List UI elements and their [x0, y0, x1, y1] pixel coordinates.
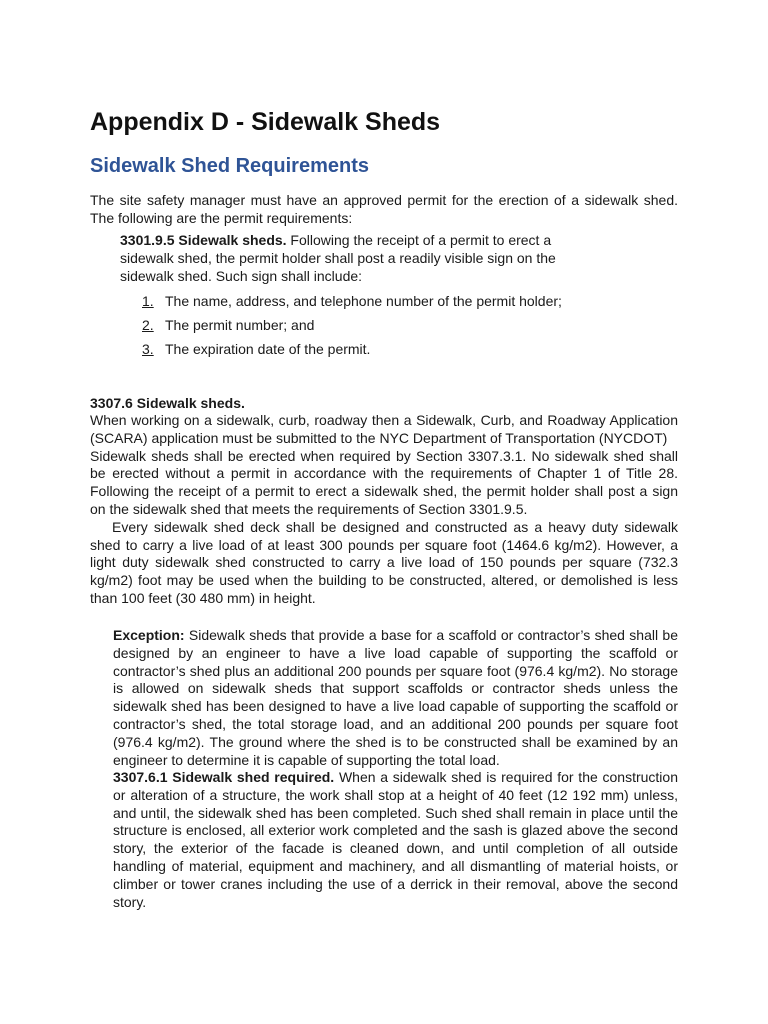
- section-3307-6-body: [90, 412, 678, 608]
- list-item-text: The permit number; and: [165, 317, 315, 333]
- list-item: [142, 340, 662, 364]
- section-3301-9-5-text: Following the receipt of a permit to erect a sidewalk shed, the permit holder shall post a readily visible sign on the sidewalk shed. Such sign shall include:: [120, 232, 556, 284]
- section-3301-9-5: [120, 232, 598, 285]
- section-3307-6-1: [113, 769, 678, 911]
- exception-label: Exception:: [113, 627, 185, 643]
- scara-paragraph: When working on a sidewalk, curb, roadway then a Sidewalk, Curb, and Roadway Application (SCARA) application must be submitted to the NYC Department of Transportation (NYCDOT): [90, 412, 678, 446]
- list-item-text: The name, address, and telephone number of the permit holder;: [165, 293, 562, 309]
- list-item-number: 3.: [142, 341, 154, 357]
- section-heading-requirements: Sidewalk Shed Requirements: [90, 155, 369, 177]
- list-item-text: The expiration date of the permit.: [165, 341, 371, 357]
- exception-text: Sidewalk sheds that provide a base for a scaffold or contractor’s shed shall be designed by an engineer to have a live load capable of supporting the scaffold or contractor’s shed plus an additional 200 pounds per square foot (976.4 kg/m2). No storage is allowed on sidewalk sheds that support scaffolds or contractor sheds unless the sidewalk shed has been designed to have a live load capable of supporting the scaffold or contractor’s shed, the total storage load, and an additional 200 pounds per square foot (976.4 kg/m2). The ground where the shed is to be constructed shall be examined by an engineer to determine it is capable of supporting the total load.: [113, 627, 678, 768]
- section-3301-9-5-heading: 3301.9.5 Sidewalk sheds.: [120, 232, 287, 248]
- list-item-number: 1.: [142, 293, 154, 309]
- sign-requirements-list: [142, 292, 662, 364]
- intro-paragraph: The site safety manager must have an approved permit for the erection of a sidewalk shed. The following are the permit requirements:: [90, 192, 678, 226]
- list-item: [142, 316, 662, 340]
- erection-paragraph: Sidewalk sheds shall be erected when required by Section 3307.3.1. No sidewalk shed shall be erected without a permit in accordance with the requirements of Chapter 1 of Title 28. Following the receipt of a permit to erect a sidewalk shed, the permit holder shall post a sign on the sidewalk shed that meets the requirements of Section 3301.9.5.: [90, 447, 678, 517]
- page-title: Appendix D - Sidewalk Sheds: [90, 108, 441, 136]
- load-paragraph: Every sidewalk shed deck shall be designed and constructed as a heavy duty sidewalk shed to carry a live load of at least 300 pounds per square foot (1464.6 kg/m2). However, a light duty sidewalk shed constructed to carry a live load of 150 pounds per square (732.3 kg/m2) foot may be used when the building to be constructed, altered, or demolished is less than 100 feet (30 480 mm) in height.: [90, 518, 678, 606]
- section-3307-6-heading: 3307.6 Sidewalk sheds.: [90, 395, 245, 411]
- section-3307-6-1-heading: 3307.6.1 Sidewalk shed required.: [113, 769, 335, 785]
- list-item: [142, 292, 662, 316]
- exception-paragraph: [113, 627, 678, 769]
- section-3307-6-1-text: When a sidewalk shed is required for the construction or alteration of a structure, the work shall stop at a height of 40 feet (12 192 mm) unless, and until, the sidewalk shed has been completed. Such shed shall remain in place until the structure is enclosed, all exterior work completed and the sash is glazed above the second story, the exterior of the facade is cleaned down, and until completion of all outside handling of material, equipment and machinery, and all dismantling of material hoists, or climber or tower cranes including the use of a derrick in their removal, above the second story.: [113, 769, 678, 910]
- list-item-number: 2.: [142, 317, 154, 333]
